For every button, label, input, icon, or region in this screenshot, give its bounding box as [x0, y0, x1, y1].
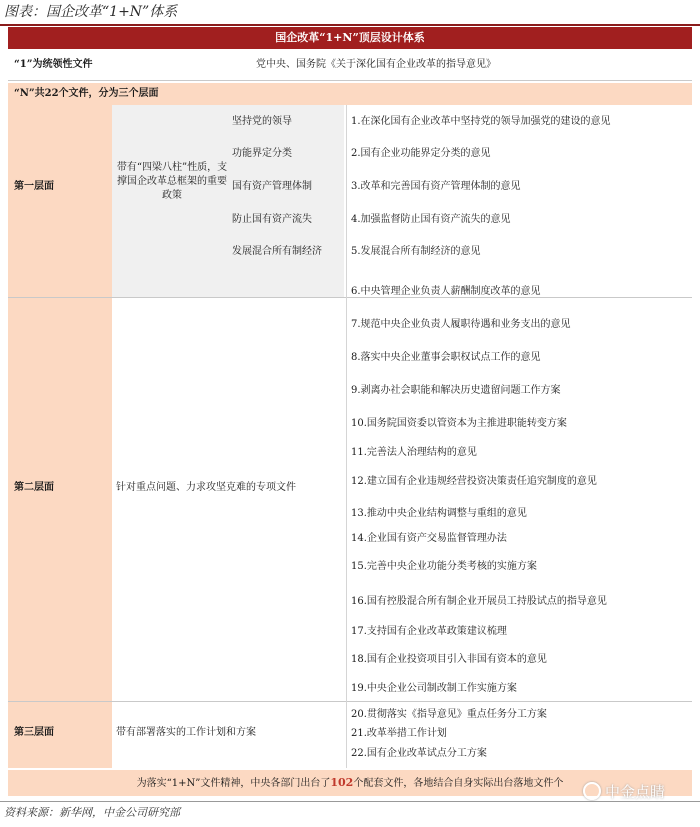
- tier3-doc: 21.改革举措工作计划: [351, 728, 447, 739]
- tier2-doc: 9.剥离办社会职能和解决历史遗留问题工作方案: [351, 385, 561, 396]
- tier2-doc: 12.建立国有企业违规经营投资决策责任追究制度的意见: [351, 476, 597, 487]
- one-row-value: 党中央、国务院《关于深化国有企业改革的指导意见》: [256, 59, 496, 70]
- tier1-doc: 2.国有企业功能界定分类的意见: [351, 148, 491, 159]
- tier2-doc: 8.落实中央企业董事会职权试点工作的意见: [351, 352, 541, 363]
- tier2-doc: 19.中央企业公司制改制工作实施方案: [351, 683, 517, 694]
- tier1-topic: 坚持党的领导: [232, 116, 292, 127]
- tier1-doc: 3.改革和完善国有资产管理体制的意见: [351, 181, 521, 192]
- tier2-doc: 7.规范中央企业负责人履职待遇和业务支出的意见: [351, 319, 571, 330]
- tier2-doc: 18.国有企业投资项目引入非国有资本的意见: [351, 654, 547, 665]
- title-rule: [0, 24, 700, 26]
- tier2-description: 针对重点问题、力求攻坚克难的专项文件: [116, 482, 296, 493]
- footer-count: 102: [330, 776, 354, 789]
- tier1-doc: 1.在深化国有企业改革中坚持党的领导加强党的建设的意见: [351, 116, 611, 127]
- tier2-doc: 10.国务院国资委以管资本为主推进职能转变方案: [351, 418, 567, 429]
- tier1-doc: 5.发展混合所有制经济的意见: [351, 246, 481, 257]
- tier2-label: 第二层面: [14, 482, 54, 493]
- tier1-doc: 4.加强监督防止国有资产流失的意见: [351, 214, 511, 225]
- tier2-doc: 16.国有控股混合所有制企业开展员工持股试点的指导意见: [351, 596, 607, 607]
- tier1-topic: 防止国有资产流失: [232, 214, 312, 225]
- tier2-doc: 6.中央管理企业负责人薪酬制度改革的意见: [351, 286, 541, 297]
- footer-prefix: 为落实“1+N”文件精神，中央各部门出台了: [136, 778, 331, 789]
- wechat-icon: [583, 782, 601, 800]
- watermark: [583, 781, 665, 802]
- tier1-label-bg: [8, 105, 112, 297]
- tier2-doc: 13.推动中央企业结构调整与重组的意见: [351, 508, 527, 519]
- table-header: 国企改革“1+N”顶层设计体系: [8, 27, 692, 49]
- tier1-topic: 发展混合所有制经济: [232, 246, 322, 257]
- tier1-label: 第一层面: [14, 181, 54, 192]
- tier3-label: 第三层面: [14, 727, 54, 738]
- column-divider: [346, 105, 347, 768]
- tier2-doc: 17.支持国有企业改革政策建议梳理: [351, 626, 507, 637]
- tier2-doc: 14.企业国有资产交易监督管理办法: [351, 533, 507, 544]
- tier1-description: 带有“四梁八柱”性质，支撑国企改革总框架的重要政策: [116, 162, 228, 201]
- figure-title: 图表：国企改革“1+N”体系: [4, 4, 178, 20]
- n-row-label: “N”共22个文件，分为三个层面: [14, 88, 159, 99]
- watermark-text: 中金点睛: [605, 783, 666, 801]
- bottom-rule: [0, 801, 700, 802]
- tier3-doc: 20.贯彻落实《指导意见》重点任务分工方案: [351, 709, 547, 720]
- tier1-topic: 功能界定分类: [232, 148, 292, 159]
- tier2-label-bg: [8, 298, 112, 701]
- tier2-doc: 15.完善中央企业功能分类考核的实施方案: [351, 561, 537, 572]
- tier1-topic: 国有资产管理体制: [232, 181, 312, 192]
- tier2-doc: 11.完善法人治理结构的意见: [351, 447, 477, 458]
- source-note: 资料来源：新华网，中金公司研究部: [4, 806, 180, 819]
- footer-suffix: 个配套文件，各地结合自身实际出台落地文件: [353, 778, 554, 789]
- footer-tail: 个: [553, 778, 564, 789]
- divider: [8, 80, 692, 81]
- tier3-doc: 22.国有企业改革试点分工方案: [351, 748, 487, 759]
- one-row-label: “1”为统领性文件: [14, 59, 93, 70]
- tier3-description: 带有部署落实的工作计划和方案: [116, 727, 256, 738]
